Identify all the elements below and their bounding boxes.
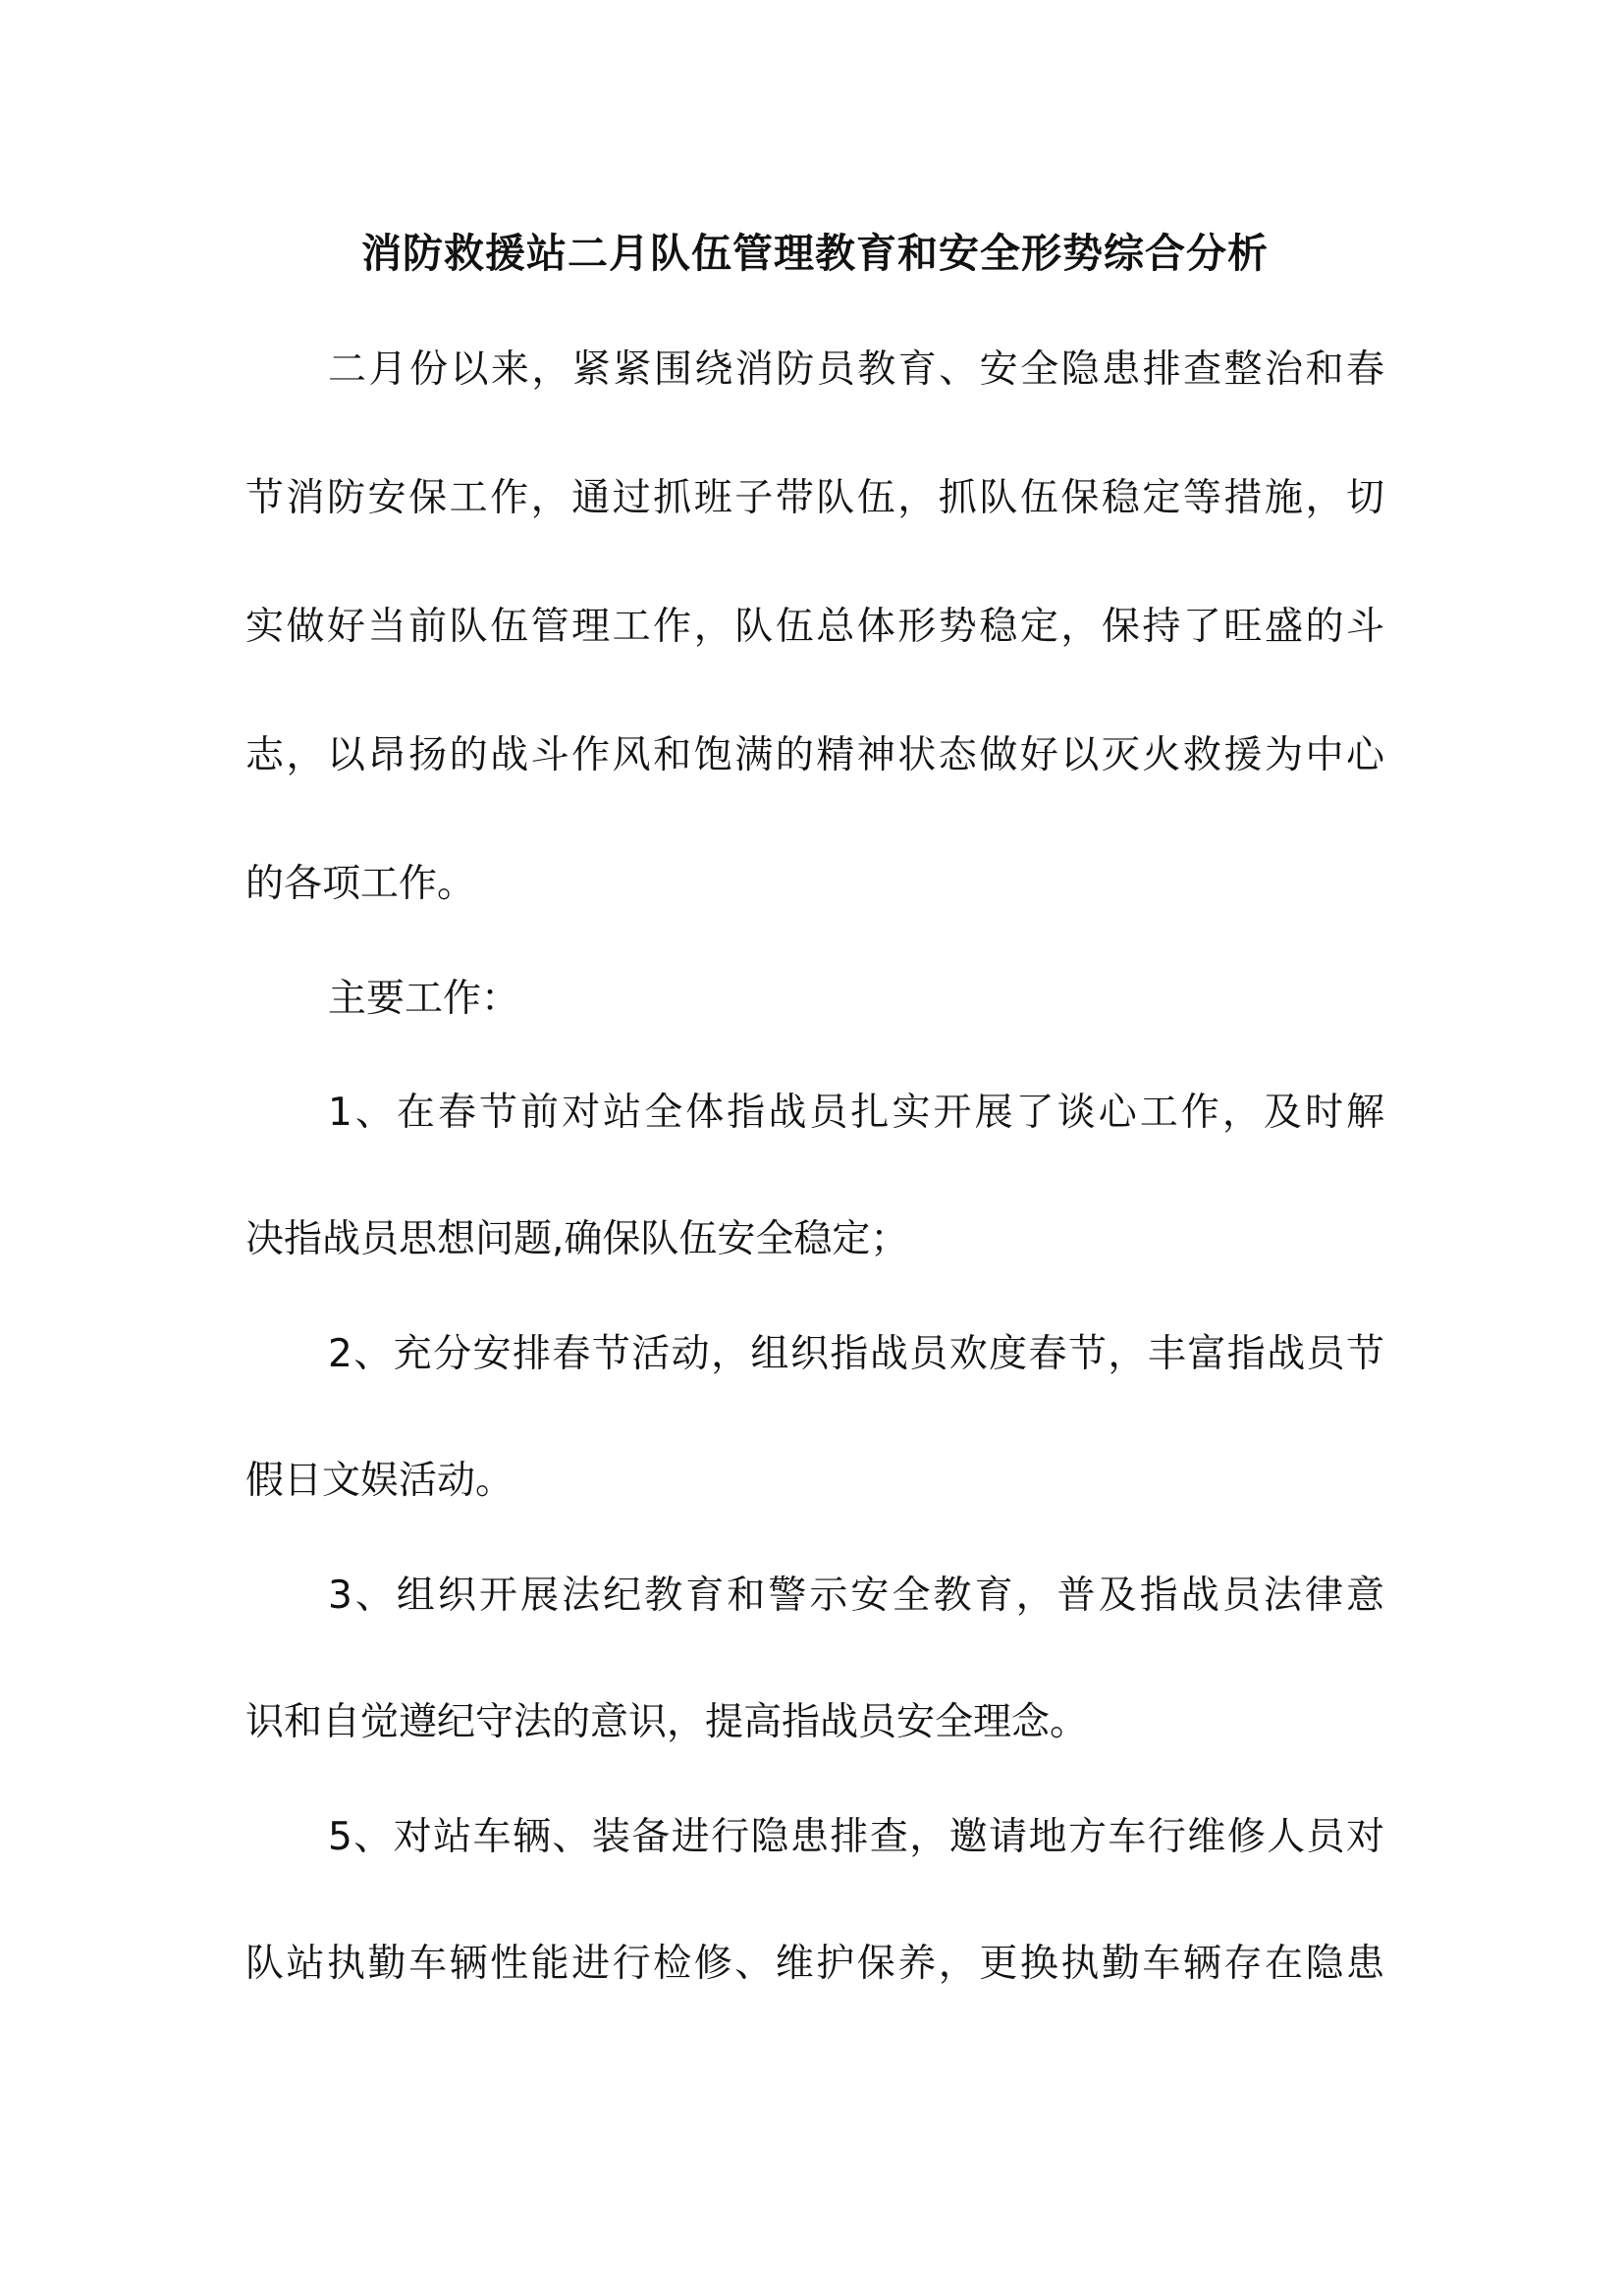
paragraph-1-line-3: 实做好当前队伍管理工作，队伍总体形势稳定，保持了旺盛的斗 xyxy=(245,605,1384,649)
paragraph-1-line-5: 的各项工作。 xyxy=(245,862,476,906)
item-1-line-2: 决指战员思想问题,确保队伍安全稳定； xyxy=(245,1217,909,1261)
paragraph-1-line-4: 志，以昂扬的战斗作风和饱满的精神状态做好以灭火救援为中心 xyxy=(245,733,1384,777)
item-1-line-1: 1、在春节前对站全体指战员扎实开展了谈心工作，及时解 xyxy=(328,1091,1384,1135)
item-5-line-1: 5、对站车辆、装备进行隐患排查，邀请地方车行维修人员对 xyxy=(328,1815,1384,1859)
paragraph-1-line-2: 节消防安保工作，通过抓班子带队伍，抓队伍保稳定等措施，切 xyxy=(245,476,1384,520)
item-3-line-1: 3、组织开展法纪教育和警示安全教育，普及指战员法律意 xyxy=(328,1574,1384,1618)
section-heading-main-work: 主要工作： xyxy=(328,977,520,1021)
paragraph-1-line-1: 二月份以来，紧紧围绕消防员教育、安全隐患排查整治和春 xyxy=(328,347,1384,392)
item-2-line-2: 假日文娱活动。 xyxy=(245,1459,514,1503)
document-title: 消防救援站二月队伍管理教育和安全形势综合分析 xyxy=(361,230,1269,277)
item-3-line-2: 识和自觉遵纪守法的意识，提高指战员安全理念。 xyxy=(245,1700,1089,1744)
item-2-line-1: 2、充分安排春节活动，组织指战员欢度春节，丰富指战员节 xyxy=(328,1332,1384,1376)
item-5-line-2: 队站执勤车辆性能进行检修、维护保养，更换执勤车辆存在隐患 xyxy=(245,1942,1384,1986)
